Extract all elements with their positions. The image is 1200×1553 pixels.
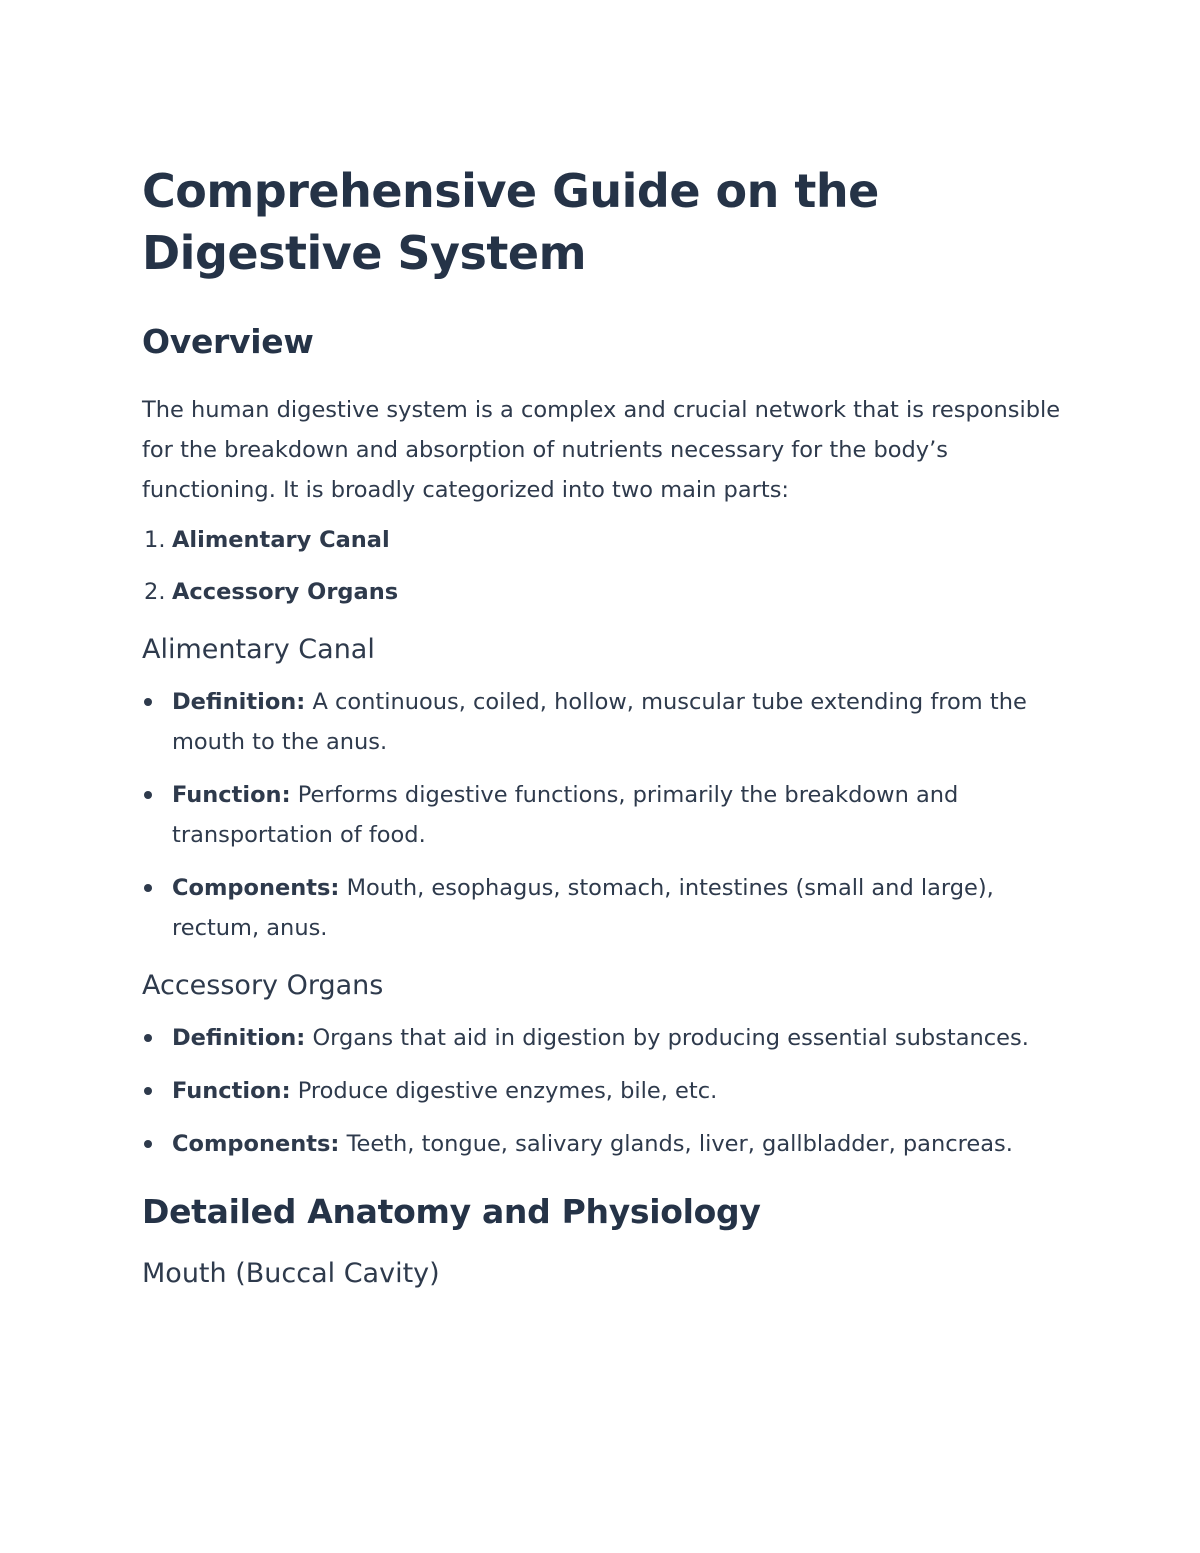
list-item-label: Alimentary Canal	[172, 527, 390, 553]
item-text: Teeth, tongue, salivary glands, liver, gallbladder, pancreas.	[339, 1131, 1013, 1157]
item-term: Function:	[172, 782, 291, 808]
accessory-organs-list	[142, 1018, 1062, 1164]
list-number: 2.	[144, 579, 166, 605]
list-item	[172, 1018, 1062, 1058]
list-item	[144, 572, 1062, 612]
bullet-icon	[144, 884, 152, 892]
mouth-heading: Mouth (Buccal Cavity)	[142, 1258, 440, 1289]
item-text: A continuous, coiled, hollow, muscular tube extending from the mouth to the anus.	[172, 689, 1027, 755]
item-term: Function:	[172, 1078, 291, 1104]
list-item	[172, 868, 1062, 948]
item-text: Organs that aid in digestion by producing essential substances.	[305, 1025, 1029, 1051]
item-text: Performs digestive functions, primarily the breakdown and transportation of food.	[172, 782, 959, 848]
bullet-icon	[144, 791, 152, 799]
accessory-organs-heading: Accessory Organs	[142, 970, 384, 1001]
item-text: Mouth, esophagus, stomach, intestines (small and large), rectum, anus.	[172, 875, 994, 941]
list-item	[144, 520, 1062, 560]
item-term: Components:	[172, 1131, 340, 1157]
overview-intro: The human digestive system is a complex and crucial network that is responsible for the breakdown and absorption of nutrients necessary for the body’s functioning. It is broadly categorized into two main parts:	[142, 397, 1061, 503]
bullet-icon	[144, 1087, 152, 1095]
alimentary-canal-heading: Alimentary Canal	[142, 634, 375, 665]
document-page	[142, 160, 1062, 1292]
anatomy-heading: Detailed Anatomy and Physiology	[142, 1192, 761, 1231]
list-item	[172, 775, 1062, 855]
item-term: Components:	[172, 875, 340, 901]
document-title: Comprehensive Guide on the Digestive System	[142, 164, 879, 280]
list-item-label: Accessory Organs	[172, 579, 399, 605]
bullet-icon	[144, 1140, 152, 1148]
list-item	[172, 1124, 1062, 1164]
list-item	[172, 682, 1062, 762]
list-number: 1.	[144, 527, 166, 553]
alimentary-canal-list	[142, 682, 1062, 948]
parts-list	[142, 520, 1062, 612]
item-text: Produce digestive enzymes, bile, etc.	[290, 1078, 718, 1104]
bullet-icon	[144, 1034, 152, 1042]
bullet-icon	[144, 698, 152, 706]
list-item	[172, 1071, 1062, 1111]
overview-heading: Overview	[142, 322, 314, 361]
item-term: Definition:	[172, 689, 306, 715]
item-term: Definition:	[172, 1025, 306, 1051]
